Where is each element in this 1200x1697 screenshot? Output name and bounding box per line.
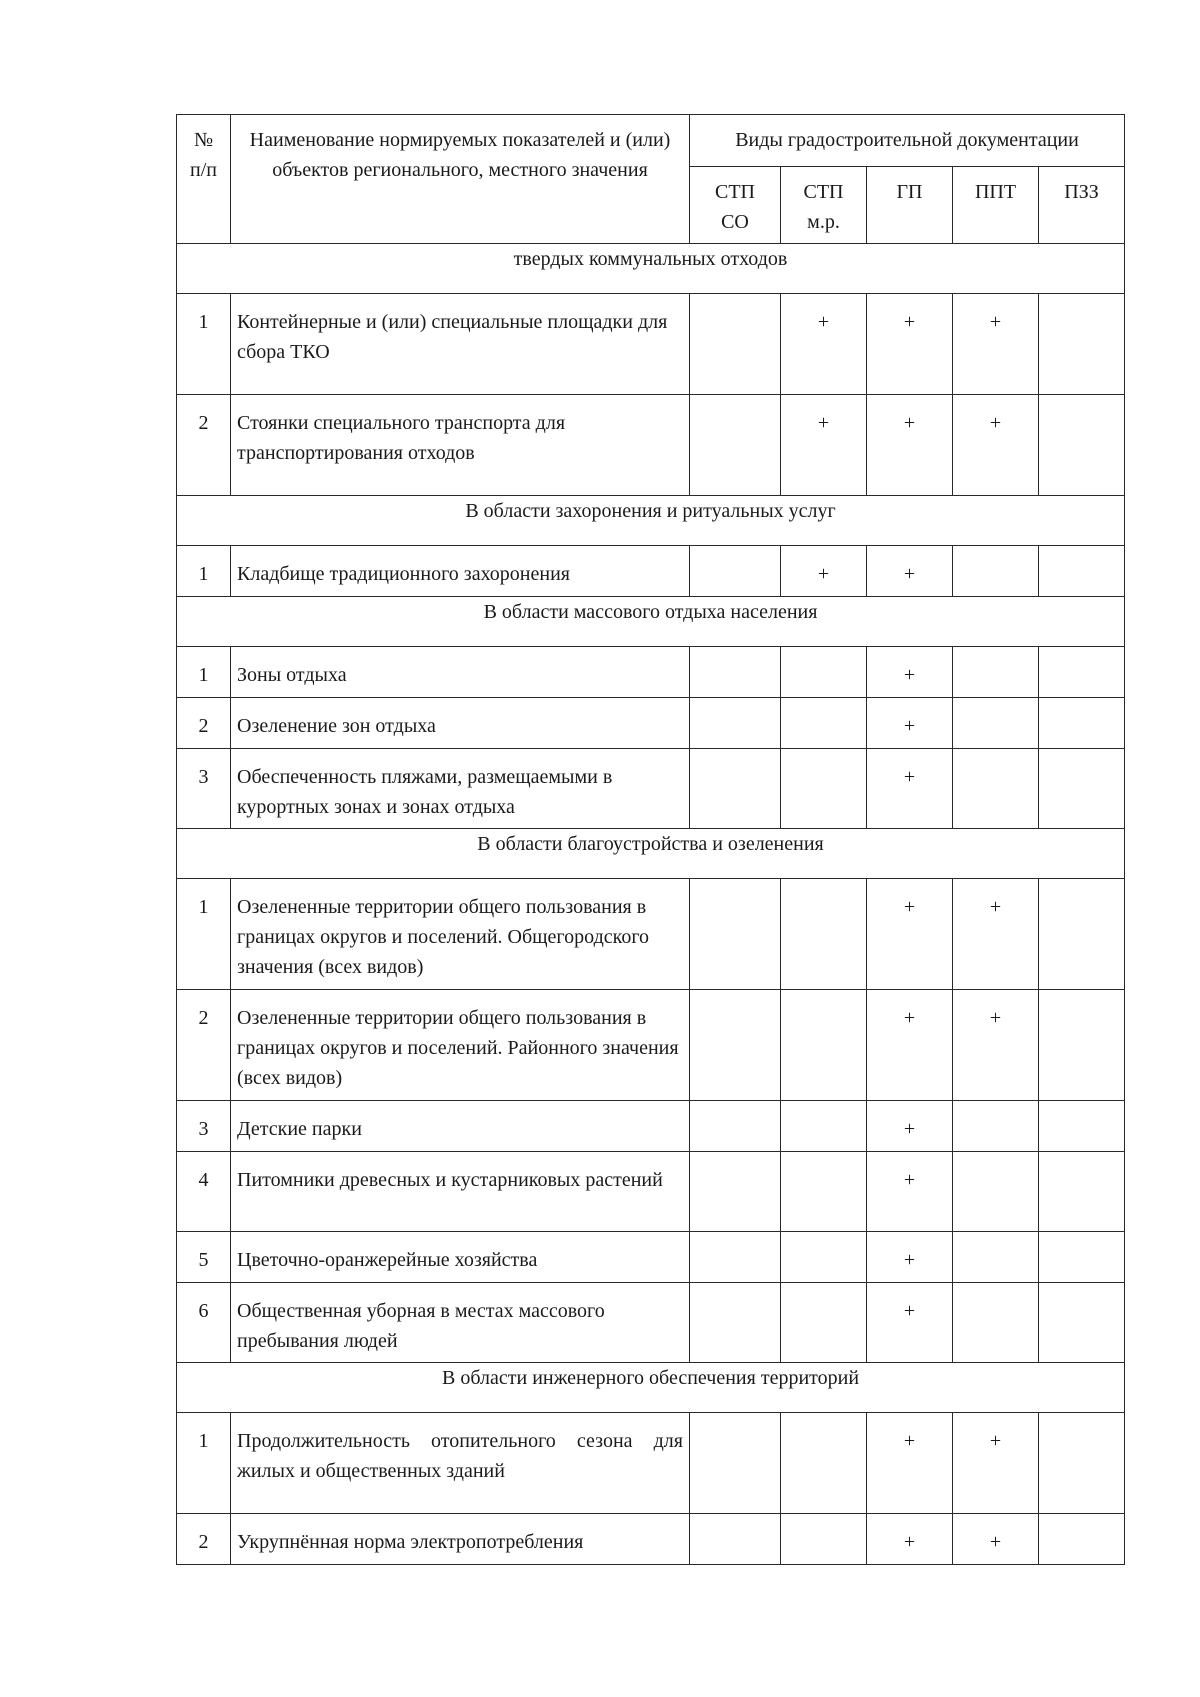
mark-stp-so <box>690 1413 781 1514</box>
row-number: 2 <box>177 698 231 749</box>
row-number: 1 <box>177 647 231 698</box>
row-name: Озелененные территории общего пользования в границах округов и поселений. Общегородского значения (всех видов) <box>231 879 690 990</box>
mark-ppt: + <box>953 1413 1039 1514</box>
table-row <box>177 1152 1125 1232</box>
mark-pzz <box>1039 647 1125 698</box>
row-name: Общественная уборная в местах массового пребывания людей <box>231 1283 690 1363</box>
mark-ppt <box>953 546 1039 597</box>
mark-stp-so <box>690 1232 781 1283</box>
table-row <box>177 698 1125 749</box>
row-name: Кладбище традиционного захоронения <box>231 546 690 597</box>
mark-stp-so <box>690 1514 781 1565</box>
table-row <box>177 294 1125 395</box>
header-col-stp-so <box>690 167 781 244</box>
row-number: 5 <box>177 1232 231 1283</box>
row-name: Детские парки <box>231 1101 690 1152</box>
header-group-label: Виды градостроительной документации <box>735 129 1079 151</box>
mark-stp-so <box>690 749 781 829</box>
row-number: 1 <box>177 294 231 395</box>
table-row <box>177 990 1125 1101</box>
mark-gp: + <box>867 1413 953 1514</box>
mark-gp: + <box>867 647 953 698</box>
mark-stp-mr <box>781 1152 867 1232</box>
mark-pzz <box>1039 294 1125 395</box>
header-num-line2: п/п <box>190 159 217 181</box>
mark-stp-so <box>690 879 781 990</box>
mark-gp: + <box>867 698 953 749</box>
mark-stp-mr <box>781 1413 867 1514</box>
row-number: 3 <box>177 1101 231 1152</box>
section-row <box>177 829 1125 879</box>
mark-gp: + <box>867 749 953 829</box>
mark-stp-so <box>690 1101 781 1152</box>
table-body <box>177 244 1125 1565</box>
mark-gp: + <box>867 1152 953 1232</box>
mark-ppt: + <box>953 294 1039 395</box>
mark-stp-mr <box>781 749 867 829</box>
header-col-gp <box>867 167 953 244</box>
mark-ppt <box>953 1152 1039 1232</box>
mark-gp: + <box>867 990 953 1101</box>
mark-gp: + <box>867 294 953 395</box>
header-col-line1: СТП <box>715 181 755 203</box>
mark-gp: + <box>867 1232 953 1283</box>
mark-stp-mr: + <box>781 546 867 597</box>
mark-gp: + <box>867 1101 953 1152</box>
table-row <box>177 749 1125 829</box>
mark-stp-mr <box>781 647 867 698</box>
mark-pzz <box>1039 990 1125 1101</box>
row-number: 4 <box>177 1152 231 1232</box>
section-title: твердых коммунальных отходов <box>177 244 1125 294</box>
mark-pzz <box>1039 749 1125 829</box>
mark-pzz <box>1039 1283 1125 1363</box>
header-num-cell <box>177 115 231 244</box>
mark-pzz <box>1039 1413 1125 1514</box>
mark-pzz <box>1039 1152 1125 1232</box>
mark-ppt: + <box>953 879 1039 990</box>
row-name: Контейнерные и (или) специальные площадки для сбора ТКО <box>231 294 690 395</box>
mark-stp-mr <box>781 1232 867 1283</box>
section-row <box>177 496 1125 546</box>
table-row <box>177 647 1125 698</box>
row-number: 1 <box>177 546 231 597</box>
header-col-stp-mr <box>781 167 867 244</box>
table-row <box>177 546 1125 597</box>
mark-stp-mr: + <box>781 294 867 395</box>
mark-ppt <box>953 1101 1039 1152</box>
row-name: Питомники древесных и кустарниковых растений <box>231 1152 690 1232</box>
mark-pzz <box>1039 395 1125 496</box>
mark-ppt: + <box>953 990 1039 1101</box>
mark-ppt <box>953 647 1039 698</box>
mark-pzz <box>1039 879 1125 990</box>
section-title: В области захоронения и ритуальных услуг <box>177 496 1125 546</box>
mark-stp-mr <box>781 1101 867 1152</box>
mark-stp-so <box>690 395 781 496</box>
mark-gp: + <box>867 1283 953 1363</box>
mark-ppt: + <box>953 395 1039 496</box>
mark-ppt <box>953 698 1039 749</box>
row-number: 2 <box>177 990 231 1101</box>
section-row <box>177 597 1125 647</box>
row-name: Обеспеченность пляжами, размещаемыми в курортных зонах и зонах отдыха <box>231 749 690 829</box>
regulation-table <box>176 114 1125 1565</box>
row-number: 3 <box>177 749 231 829</box>
header-group-cell <box>690 115 1125 167</box>
header-col-line1: ПЗЗ <box>1064 181 1099 203</box>
row-name: Цветочно-оранжерейные хозяйства <box>231 1232 690 1283</box>
mark-stp-mr <box>781 879 867 990</box>
mark-ppt: + <box>953 1514 1039 1565</box>
row-name: Зоны отдыха <box>231 647 690 698</box>
mark-ppt <box>953 749 1039 829</box>
header-name-cell <box>231 115 690 244</box>
row-number: 6 <box>177 1283 231 1363</box>
table-row <box>177 1101 1125 1152</box>
header-col-line1: ГП <box>896 181 923 203</box>
mark-stp-mr <box>781 1283 867 1363</box>
header-col-line1: ППТ <box>974 181 1017 203</box>
mark-gp: + <box>867 1514 953 1565</box>
mark-stp-so <box>690 1152 781 1232</box>
mark-stp-so <box>690 990 781 1101</box>
section-title: В области массового отдыха населения <box>177 597 1125 647</box>
table-row <box>177 1232 1125 1283</box>
section-row <box>177 1363 1125 1413</box>
mark-pzz <box>1039 546 1125 597</box>
row-name: Укрупнённая норма электропотребления <box>231 1514 690 1565</box>
mark-stp-mr <box>781 1514 867 1565</box>
header-col-line2: м.р. <box>807 211 840 233</box>
header-name-label: Наименование нормируемых показателей и (или) объектов регионального, местного значения <box>249 129 671 181</box>
mark-pzz <box>1039 1514 1125 1565</box>
row-number: 2 <box>177 395 231 496</box>
table-row <box>177 879 1125 990</box>
table-row <box>177 395 1125 496</box>
table-row <box>177 1514 1125 1565</box>
mark-gp: + <box>867 395 953 496</box>
mark-stp-mr <box>781 990 867 1101</box>
section-title: В области инженерного обеспечения территорий <box>177 1363 1125 1413</box>
mark-stp-mr <box>781 698 867 749</box>
mark-gp: + <box>867 879 953 990</box>
row-number: 1 <box>177 1413 231 1514</box>
header-num-line1: № <box>193 129 214 151</box>
table-row <box>177 1413 1125 1514</box>
row-number: 2 <box>177 1514 231 1565</box>
mark-gp: + <box>867 546 953 597</box>
row-name: Озелененные территории общего пользования в границах округов и поселений. Районного значения (всех видов) <box>231 990 690 1101</box>
table-header <box>177 115 1125 244</box>
row-name: Стоянки специального транспорта для транспортирования отходов <box>231 395 690 496</box>
table-row <box>177 1283 1125 1363</box>
section-title: В области благоустройства и озеленения <box>177 829 1125 879</box>
mark-stp-so <box>690 294 781 395</box>
row-name: Продолжительность отопительного сезона для жилых и общественных зданий <box>231 1413 690 1514</box>
mark-stp-so <box>690 647 781 698</box>
mark-pzz <box>1039 698 1125 749</box>
header-col-line1: СТП <box>803 181 844 203</box>
header-col-pzz <box>1039 167 1125 244</box>
mark-pzz <box>1039 1101 1125 1152</box>
header-col-line2: СО <box>721 211 749 233</box>
mark-stp-so <box>690 546 781 597</box>
row-number: 1 <box>177 879 231 990</box>
mark-stp-so <box>690 1283 781 1363</box>
mark-stp-mr: + <box>781 395 867 496</box>
mark-stp-so <box>690 698 781 749</box>
section-row <box>177 244 1125 294</box>
mark-ppt <box>953 1283 1039 1363</box>
row-name: Озеленение зон отдыха <box>231 698 690 749</box>
header-col-ppt <box>953 167 1039 244</box>
mark-ppt <box>953 1232 1039 1283</box>
mark-pzz <box>1039 1232 1125 1283</box>
